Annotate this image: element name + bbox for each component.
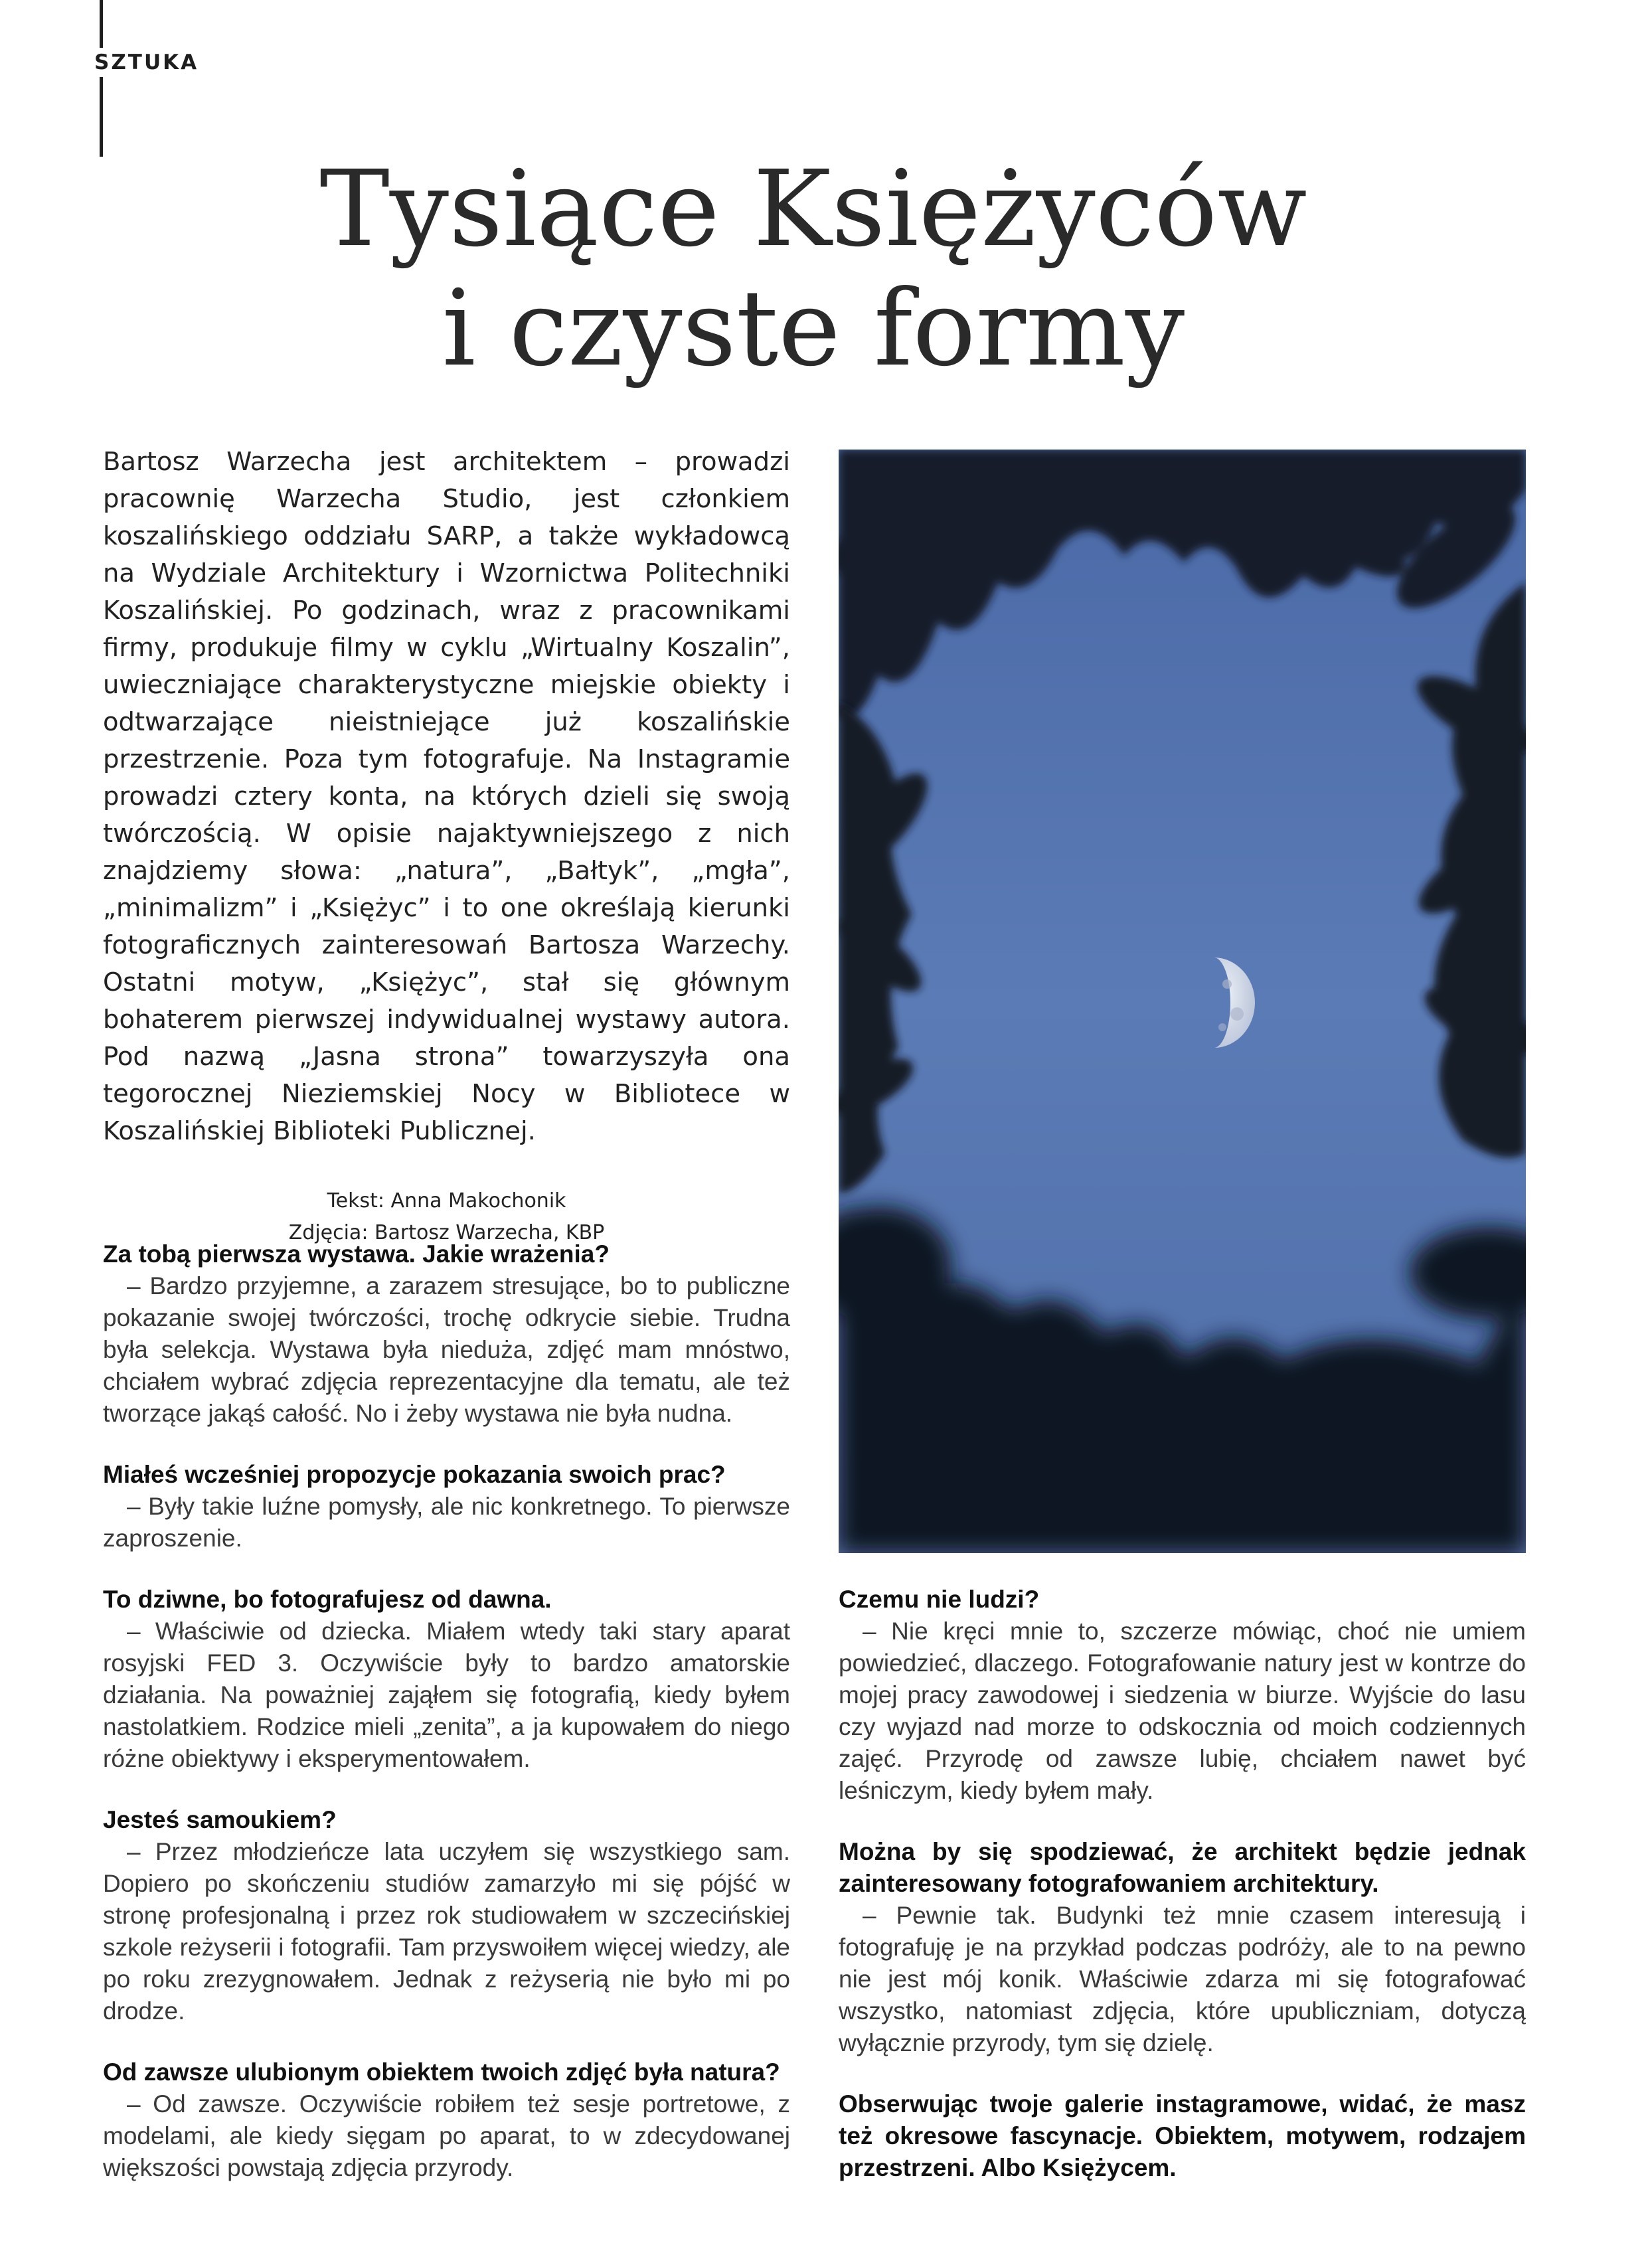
question: Miałeś wcześniej propozycje pokazania swoich prac? — [103, 1461, 726, 1488]
answer: – Nie kręci mnie to, szczerze mówiąc, choć nie umiem powiedzieć, dlaczego. Fotografowanie natury jest w kontrze do mojej pracy zawodowej i siedzenia w biurze. Wyjście do lasu czy wyjazd nad morze to odskocznia od moich codziennych zajęć. Przyrodę od zawsze lubię, chciałem nawet być leśniczym, kiedy byłem mały. — [839, 1618, 1526, 1804]
qa-item — [103, 1238, 790, 1430]
qa-item — [103, 2056, 790, 2184]
question: Od zawsze ulubionym obiektem twoich zdjęć była natura? — [103, 2058, 780, 2086]
answer: – Bardzo przyjemne, a zarazem stresujące, bo to publiczne pokazanie swojej twórczości, trochę odkrycie siebie. Trudna była selekcja. Wystawa była nieduża, zdjęć mam mnóstwo, chciałem wybrać zdjęcia reprezentacyjne dla tematu, ale też tworzące jakąś całość. No i żeby wystawa nie była nudna. — [103, 1272, 790, 1427]
question: To dziwne, bo fotografujesz od dawna. — [103, 1586, 552, 1613]
answer: – Od zawsze. Oczywiście robiłem też sesje portretowe, z modelami, ale kiedy sięgam po aparat, to w zdecydowanej większości powstają zdjęcia przyrody. — [103, 2090, 790, 2181]
title-line-2: i czyste formy — [442, 268, 1185, 390]
section-rule — [100, 0, 103, 157]
answer: – Były takie luźne pomysły, ale nic konkretnego. To pierwsze zaproszenie. — [103, 1493, 790, 1552]
question: Można by się spodziewać, że architekt będzie jednak zainteresowany fotografowaniem architektury. — [839, 1838, 1526, 1897]
credit-photos: Zdjęcia: Bartosz Warzecha, KBP — [288, 1221, 605, 1244]
question: Jesteś samoukiem? — [103, 1806, 337, 1833]
qa-item — [839, 2088, 1526, 2184]
question: Czemu nie ludzi? — [839, 1586, 1040, 1613]
answer: – Przez młodzieńcze lata uczyłem się wszystkiego sam. Dopiero po skończeniu studiów zamarzyło mi się pójść w stronę profesjonalną i przez rok studiowałem w szczecińskiej szkole reżyserii i fotografii. Tam przyswoiłem więcej wiedzy, ale po roku zrezygnowałem. Jednak z reżyserią nie było mi po drodze. — [103, 1838, 790, 2025]
answer: – Pewnie tak. Budynki też mnie czasem interesują i fotografuję je na przykład podczas podróży, ale to na pewno nie jest mój konik. Właściwie zdarza mi się fotografować wszystko, natomiast zdjęcia, które upubliczniam, dotyczą wyłącznie przyrody, tym się dzielę. — [839, 1902, 1526, 2056]
qa-item — [103, 1584, 790, 1775]
interview-left-column — [103, 1238, 790, 2213]
moon-photo — [839, 450, 1526, 1553]
article-title — [133, 149, 1494, 388]
interview-right-column — [839, 1584, 1526, 2213]
qa-item — [103, 1459, 790, 1554]
article-lead: Bartosz Warzecha jest architektem – prowadzi pracownię Warzecha Studio, jest członkiem koszalińskiego oddziału SARP, a także wykładowcą na Wydziale Architektury i Wzornictwa Politechniki Koszalińskiej. Po godzinach, wraz z pracownikami firmy, produkuje filmy w cyklu „Wirtualny Koszalin”, uwieczniające charakterystyczne miejskie obiekty i odtwarzające nieistniejące już koszalińskie przestrzenie. Poza tym fotografuje. Na Instagramie prowadzi cztery konta, na których dzieli się swoją twórczością. W opisie najaktywniejszego z nich znajdziemy słowa: „natura”, „Bałtyk”, „mgła”, „minimalizm” i „Księżyc” i to one określają kierunki fotograficznych zainteresowań Bartosza Warzechy. Ostatni motyw, „Księżyc”, stał się głównym bohaterem pierwszej indywidualnej wystawy autora. Pod nazwą „Jasna strona” towarzyszyła ona tegorocznej Nieziemskiej Nocy w Bibliotece w Koszalińskiej Biblioteki Publicznej. — [103, 447, 790, 1146]
credit-text-author: Tekst: Anna Makochonik — [327, 1189, 566, 1212]
section-label: SZTUKA — [94, 48, 199, 77]
answer: – Właściwie od dziecka. Miałem wtedy taki stary aparat rosyjski FED 3. Oczywiście były to bardzo amatorskie działania. Na poważniej zająłem się fotografią, kiedy byłem nastolatkiem. Rodzice mieli „zenita”, a ja kupowałem do niego różne obiektywy i eksperymentowałem. — [103, 1618, 790, 1772]
question: Obserwując twoje galerie instagramowe, widać, że masz też okresowe fascynacje. Obiektem, motywem, rodzajem przestrzeni. Albo Księżycem. — [839, 2090, 1526, 2181]
qa-item — [103, 1804, 790, 2027]
moon-photo-graphic — [839, 450, 1526, 1553]
qa-item — [839, 1836, 1526, 2059]
qa-item — [839, 1584, 1526, 1807]
question: Za tobą pierwsza wystawa. Jakie wrażenia? — [103, 1240, 610, 1268]
title-line-1: Tysiące Księżyców — [319, 148, 1307, 270]
